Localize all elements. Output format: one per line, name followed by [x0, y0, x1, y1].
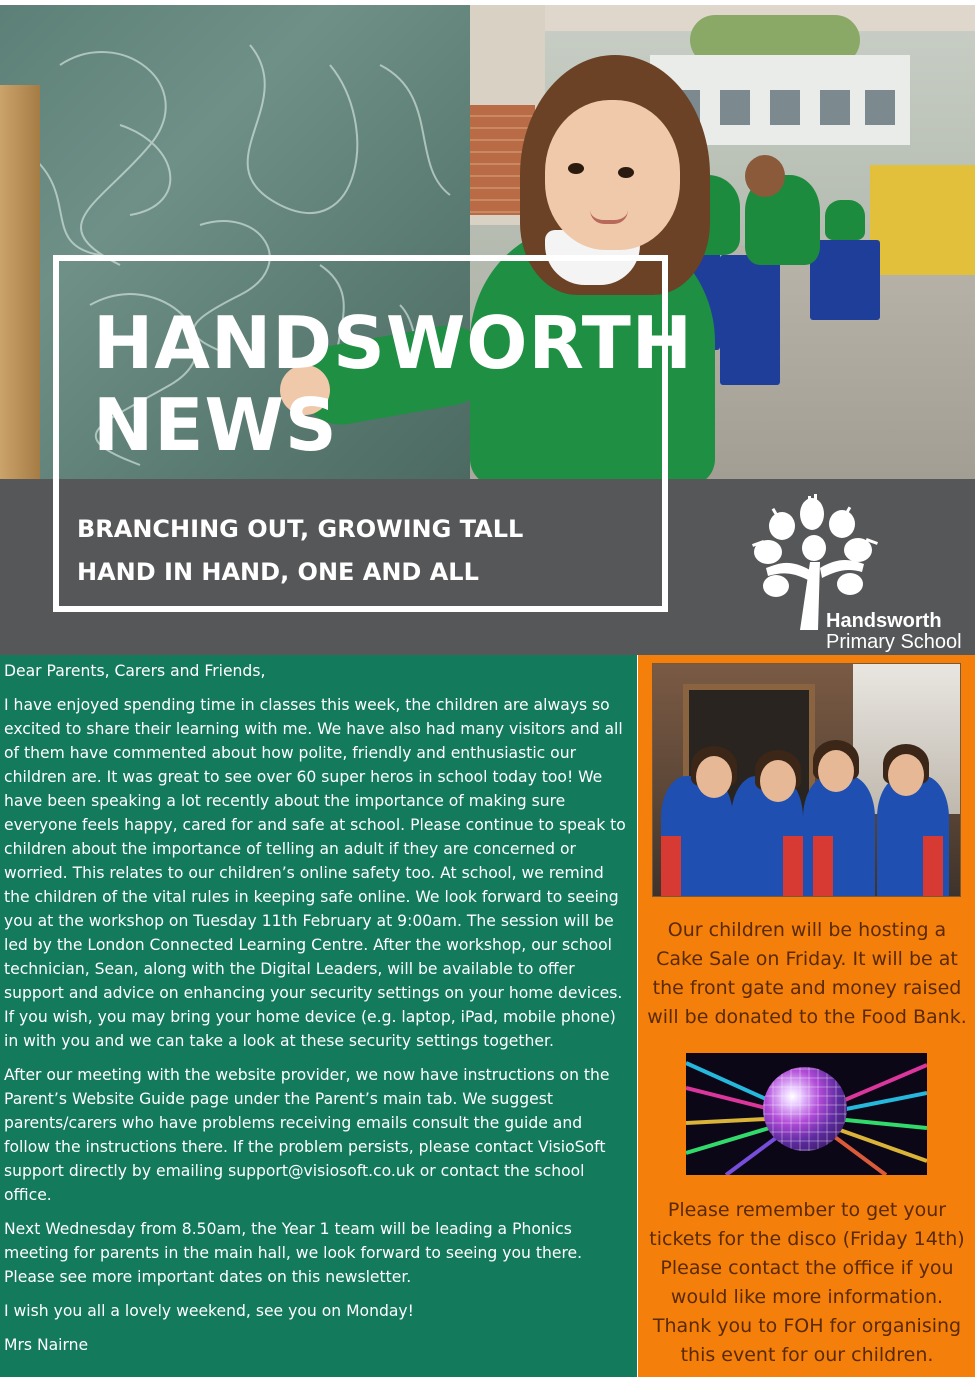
letter-paragraph-2: After our meeting with the website provider, we now have instructions on the Parent’s Website Guide page under the Parent’s main tab. We suggest parents/carers who have problems receiving emails consult the guide and follow the instructions there. If the problem persists, please contact VisioSoft support directly by emailing support@visiosoft.co.uk or contact the school office.: [4, 1066, 610, 1204]
digital-leaders-photo: [652, 663, 961, 897]
cake-sale-notice: Our children will be hosting a Cake Sale on Friday. It will be at the front gate and money raised will be donated to the Food Bank.: [647, 919, 967, 1028]
yellow-bench: [870, 165, 975, 275]
girl-face: [545, 100, 680, 250]
letter-greeting: Dear Parents, Carers and Friends,: [4, 662, 266, 680]
letter-signoff: Mrs Nairne: [4, 1336, 89, 1354]
school-logo-name: [826, 611, 962, 653]
letter-paragraph-1: I have enjoyed spending time in classes this week, the children are always so excited to share their learning with me. We have also had many visitors and all of them have commented about how polite, friendly and enthusiastic our children are. It was great to see over 60 super heros in school today too! We have been speaking a lot recently about the importance of making sure everyone feels happy, cared for and safe at school. Please continue to speak to children about the importance of telling an adult if they are concerned or worried. This relates to our children’s online safety too. At school, we remind the children of the vital rules in keeping safe online. We look forward to seeing you at the workshop on Tuesday 11th February at 9:00am. The session will be led by the London Connected Learning Centre. After the workshop, our school technician, Sean, along with the Digital Leaders, will be available to offer support and advice on enhancing your security settings on your home devices. If you wish, you may bring your home device (e.g. laptop, iPad, mobile phone) in with you and we can take a look at these security settings together.: [4, 696, 626, 1050]
letter-paragraph-4: I wish you all a lovely weekend, see you on Monday!: [4, 1302, 414, 1320]
motto-line-1: BRANCHING OUT, GROWING TALL: [77, 515, 524, 543]
title-line-1: HANDSWORTH: [93, 301, 694, 385]
chalkboard-frame: [0, 85, 40, 479]
title-line-2: NEWS: [93, 383, 338, 467]
letter-paragraph-3: Next Wednesday from 8.50am, the Year 1 team will be leading a Phonics meeting for parents in the main hall, we look forward to seeing you there. Please see more important dates on this newsletter.: [4, 1220, 583, 1286]
logo-name-line-1: Handsworth: [826, 610, 942, 632]
newsletter-title: [93, 302, 693, 466]
disco-notice: Please remember to get your tickets for the disco (Friday 14th) Please contact the office if you would like more information. Thank you to FOH for organising this event for our children.: [649, 1199, 965, 1366]
logo-name-line-2: Primary School: [826, 631, 962, 653]
headteacher-letter: [0, 655, 637, 1377]
disco-ball-image: [686, 1053, 927, 1175]
school-motto: [77, 508, 523, 594]
motto-line-2: HAND IN HAND, ONE AND ALL: [77, 558, 479, 586]
